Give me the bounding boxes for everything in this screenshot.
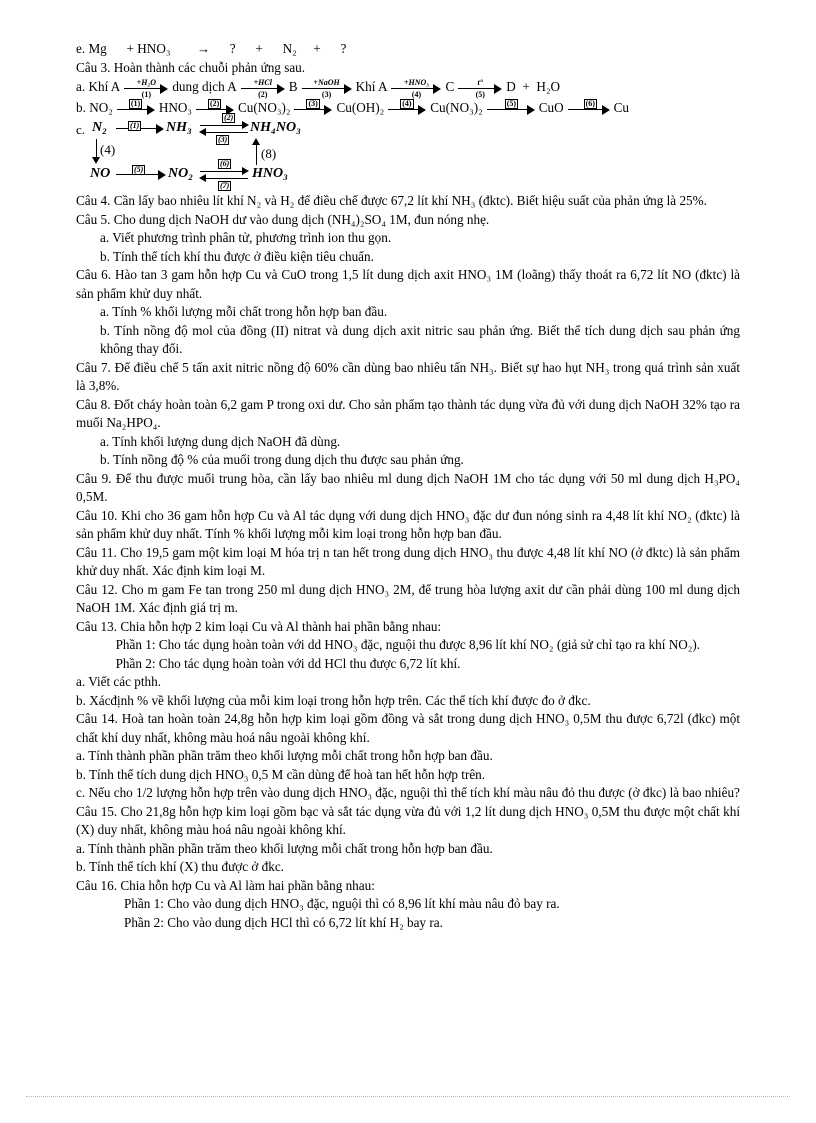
question-paragraph: Câu 14. Hoà tan hoàn toàn 24,8g hỗn hợp kim loại gồm đồng và sắt trong dung dịch HNO₃ 0,5M thu được 6,72l (đkc) một chất khí duy nhất, không màu hoá nâu ngoài không khí.: [76, 711, 740, 745]
question-paragraph: Câu 12. Cho m gam Fe tan trong 250 ml dung dịch HNO₃ 2M, để trung hòa lượng axit dư cần phải dùng 100 ml dung dịch NaOH 1M. Xác định giá trị m.: [76, 581, 740, 615]
question-paragraph: Câu 6. Hào tan 3 gam hỗn hợp Cu và CuO trong 1,5 lít dung dịch axit HNO₃ 1M (loãng) thấy thoát ra 6,72 lít NO (đktc) là sản phẩm khử duy nhất.: [76, 267, 740, 301]
question-paragraph: Câu 8. Đốt cháy hoàn toàn 6,2 gam P trong oxi dư. Cho sản phẩm tạo thành tác dụng vừa đủ với dung dịch NaOH 32% tạo ra muối Na₂HPO₄.: [76, 396, 740, 430]
question-paragraph: Câu 13. Chia hỗn hợp 2 kim loại Cu và Al thành hai phần bằng nhau:: [76, 618, 442, 634]
chain-b-arrow-2: (2): [196, 99, 234, 119]
chain-a-product-4: C: [445, 79, 455, 95]
chain-a-product-5: D + H₂O: [506, 79, 561, 95]
arrow-7-line: [206, 178, 248, 179]
chain-a-arrow-3: +NaOH (3): [302, 78, 352, 98]
chain-b-product-3: Cu(OH)₂: [336, 100, 385, 116]
arrow-3-head: [199, 128, 206, 136]
chain-a-product-1: dung dịch A: [172, 79, 237, 95]
arrow-8-head: [252, 138, 260, 145]
chain-b-product-2: Cu(NO₃)₂: [238, 100, 291, 116]
arrow-8-num: (8): [261, 146, 277, 161]
chain-b-product-6: Cu: [613, 100, 629, 116]
arrow-5-num: (5): [134, 165, 144, 174]
chain-b-arrow-1: (1): [117, 99, 155, 119]
arrow-3-num: (3): [218, 135, 228, 144]
chain-a-product-2: B: [288, 79, 298, 95]
arrow-6-head: [242, 167, 249, 175]
chain-a-arrow-4: +HNO₃ (4): [391, 78, 441, 98]
chain-c-diagram: [76, 113, 740, 190]
nh3-node: NH₃: [166, 120, 192, 135]
question-paragraph: Phần 1: Cho tác dụng hoàn toàn với dd HNO₃ đặc, nguội thu được 8,96 lít khí NO₂ (giả sử chỉ tạo ra khí NO₂).: [76, 637, 701, 652]
question-paragraph: a. Viết phương trình phân tử, phương trình ion thu gọn.: [100, 230, 392, 245]
worksheet-page: [76, 40, 740, 932]
question-paragraph: a. Tính % khối lượng mỗi chất trong hỗn hợp ban đầu.: [100, 304, 388, 319]
question-paragraph: Câu 4. Cần lấy bao nhiêu lít khí N₂ và H₂ để điều chế được 67,2 lít khí NH₃ (đktc). Biết hiệu suất của phản ứng là 25%.: [76, 193, 707, 208]
arrow-5-head: [158, 170, 166, 180]
question-paragraph: b. Tính thể tích khí (X) thu được ở đkc.: [76, 859, 285, 874]
chain-b-arrow-4: (4): [388, 99, 426, 119]
chain-a: [76, 77, 740, 98]
chain-a-arrow-1: +H₂O (1): [124, 78, 168, 98]
question-paragraph: b. Xácđịnh % về khối lượng của mỗi kim loại trong hỗn hợp trên. Các thể tích khí được đo ở đkc.: [76, 692, 591, 708]
arrow-7-num: (7): [220, 181, 230, 190]
arrow-8-line: [256, 143, 257, 165]
question-paragraph: Câu 10. Khi cho 36 gam hỗn hợp Cu và Al tác dụng với dung dịch HNO₃ đặc dư đun nóng sinh ra 4,48 lít khí NO₂ (đktc) là sản phẩm khử duy nhất. Tính % khối lượng mỗi kim loại trong hỗn hợp ban đầu.: [76, 507, 740, 541]
question-paragraph: a. Viết các pthh.: [76, 674, 162, 689]
question-paragraph: a. Tính khối lượng dung dịch NaOH đã dùng.: [100, 433, 341, 449]
question-paragraph: Phần 2: Cho vào dung dịch HCl thì có 6,72 lít khí H₂ bay ra.: [124, 914, 443, 930]
hno3-node: HNO₃: [252, 166, 288, 181]
question-paragraph: c. Nếu cho 1/2 lượng hỗn hợp trên vào dung dịch HNO₃ đặc, nguội thì thể tích khí màu nâu đỏ thu được (ở đkc) là bao nhiêu?: [76, 785, 740, 800]
arrow-2-head: [242, 121, 249, 129]
page-bottom-rule: [26, 1096, 790, 1097]
arrow-1-num: (1): [130, 121, 140, 130]
chain-a-start: a. Khí A: [76, 79, 121, 95]
chain-c-label: c.: [76, 122, 86, 137]
reaction-e: e. Mg + HNO₃ → ? + N₂ + ?: [76, 41, 347, 56]
arrow-4-num: (4): [100, 142, 116, 157]
chain-a-product-3: Khí A: [355, 79, 388, 95]
chain-b-arrow-3: (3): [294, 99, 332, 119]
question-paragraph: Câu 15. Cho 21,8g hỗn hợp kim loại gồm bạc và sắt tác dụng vừa đủ với 1,2 lít dung dịch HNO₃ 0,5M thu được một chất khí (X) duy nhất, không màu hoá nâu ngoài không khí.: [76, 803, 740, 837]
arrow-6-num: (6): [220, 159, 230, 168]
arrow-7-head: [199, 174, 206, 182]
chain-a-arrow-2: +HCl (2): [241, 78, 285, 98]
chain-b-product-4: Cu(NO₃)₂: [430, 100, 483, 116]
n2-node: N₂: [92, 120, 107, 135]
question-paragraph: Câu 5. Cho dung dịch NaOH dư vào dung dịch (NH₄)₂SO₄ 1M, đun nóng nhẹ.: [76, 211, 490, 227]
question-paragraph: b. Tính nồng độ % của muối trong dung dịch thu được sau phản ứng.: [100, 452, 464, 467]
chain-b-arrow-5: (5): [487, 99, 535, 119]
arrow-6-line: [200, 171, 242, 172]
chain-b-product-5: CuO: [538, 100, 564, 116]
arrow-2-line: [200, 125, 242, 126]
chain-b: [76, 98, 740, 119]
no-node: NO: [90, 166, 111, 181]
arrow-1-head: [156, 124, 164, 134]
question-paragraph: a. Tính thành phần phần trăm theo khối lượng mỗi chất trong hỗn hợp ban đầu.: [76, 748, 493, 763]
arrow-4-line: [96, 139, 97, 159]
question-paragraph: a. Tính thành phần phần trăm theo khối lượng mỗi chất trong hỗn hợp ban đầu.: [76, 840, 493, 856]
arrow-3-line: [206, 132, 248, 133]
question-paragraph: b. Tính thể tích dung dịch HNO₃ 0,5 M cần dùng để hoà tan hết hỗn hợp trên.: [76, 766, 486, 782]
chain-b-arrow-6: (6): [568, 99, 610, 119]
chain-b-start: b. NO₂: [76, 100, 113, 116]
question-paragraph: b. Tính thể tích khí thu được ở điều kiện tiêu chuẩn.: [100, 248, 374, 264]
question-paragraph: Câu 11. Cho 19,5 gam một kim loại M hóa trị n tan hết trong dung dịch HNO₃ thu được 4,48 lít khí NO (ở đktc) là sản phẩm khử duy nhất. Xác định kim loại M.: [76, 544, 740, 578]
question-paragraph: Câu 9. Để thu được muối trung hòa, cần lấy bao nhiêu ml dung dịch NaOH 1M cho tác dụng với 50 ml dung dịch H₃PO₄ 0,5M.: [76, 470, 740, 504]
question-paragraph: Câu 7. Để điều chế 5 tấn axit nitric nồng độ 60% cần dùng bao nhiêu tấn NH₃. Biết sự hao hụt NH₃ trong quá trình sản xuất là 3,8%.: [76, 359, 740, 393]
chain-b-product-1: HNO₃: [158, 100, 193, 116]
arrow-2-num: (2): [224, 113, 234, 122]
chain-a-arrow-5: t° (5): [458, 78, 502, 98]
nh4no3-node: NH₄NO₃: [250, 120, 301, 135]
question-paragraph: b. Tính nồng độ mol của đồng (II) nitrat và dung dịch axit nitric sau phản ứng. Biết thể tích dung dịch sau phản ứng không thay đổi.: [100, 322, 740, 356]
arrow-4-head: [92, 157, 100, 164]
questions-body: [76, 192, 740, 932]
question-paragraph: Câu 16. Chia hỗn hợp Cu và Al làm hai phần bằng nhau:: [76, 877, 375, 893]
question-paragraph: Phần 2: Cho tác dụng hoàn toàn với dd HCl thu được 6,72 lít khí.: [76, 655, 461, 671]
question-paragraph: Phần 1: Cho vào dung dịch HNO₃ đặc, nguội thì có 8,96 lít khí màu nâu đỏ bay ra.: [124, 896, 560, 911]
question-3-heading: Câu 3. Hoàn thành các chuỗi phản ứng sau.: [76, 59, 306, 75]
no2-node: NO₂: [168, 166, 194, 181]
